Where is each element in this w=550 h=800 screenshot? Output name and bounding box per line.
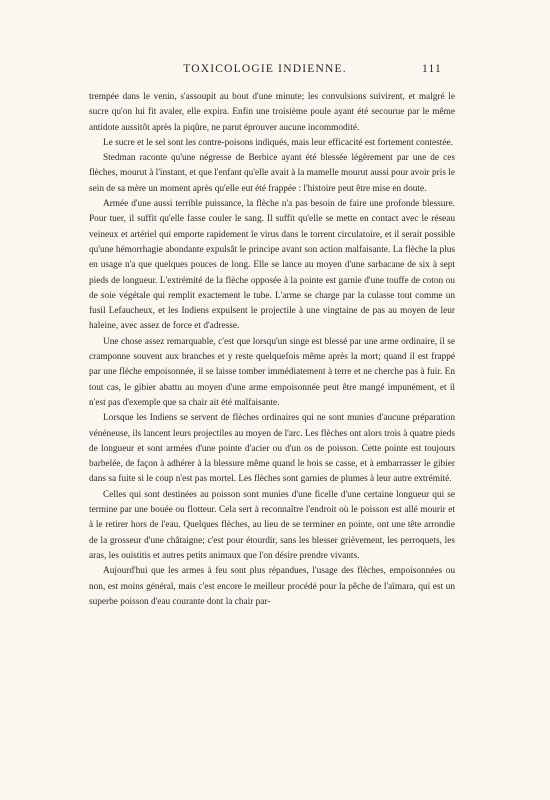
paragraph: trempée dans le venin, s'assoupit au bout d'une minute; les convulsions suivirent, et malgré le sucre qu'on lui fit avaler, elle expira. Enfin une troisième poule ayant été secourue par le même antidote aussitôt après la piqûre, ne parut éprouver aucune incommodité.: [89, 92, 455, 133]
body-text: [89, 90, 455, 610]
page-number: 111: [422, 63, 442, 75]
paragraph: Celles qui sont destinées au poisson sont munies d'une ficelle d'une certaine longueur qui se termine par une bouée ou flotteur. Cela sert à reconnaître l'endroit où le poisson est allé mourir et à le retirer hors de l'eau. Quelques flèches, au lieu de se terminer en pointe, ont une tête arrondie de la grosseur d'une châtaigne; c'est pour étourdir, sans les blesser grièvement, les perroquets, les aras, les ouistitis et autres petits animaux que l'on désire prendre vivants.: [89, 489, 455, 561]
paragraph: Une chose assez remarquable, c'est que lorsqu'un singe est blessé par une arme ordinaire, il se cramponne souvent aux branches et y reste quelquefois même après la mort; quand il est frappé par une flèche empoisonnée, il se laisse tomber immédiatement à terre et ne cherche pas à fuir. En tout cas, le gibier abattu au moyen d'une arme empoisonnée peut être mangé impunément, et il n'est pas d'exemple que sa chair ait été malfaisante.: [89, 336, 455, 408]
paragraph: Stedman raconte qu'une négresse de Berbice ayant été blessée légèrement par une de ces flèches, mourut à l'instant, et que l'enfant qu'elle avait à la mamelle mourut aussi pour avoir pris le sein de sa mère un moment après qu'elle eut été frappée : l'histoire peut être mise en doute.: [89, 153, 455, 194]
paragraph: Aujourd'hui que les armes à feu sont plus répandues, l'usage des flèches, empoisonnées ou non, est moins général, mais c'est encore le meilleur procédé pour la pêche de l'aïmara, qui est un superbe poisson d'eau courante dont la chair par-: [89, 566, 455, 607]
paragraph: Le sucre et le sel sont les contre-poisons indiqués, mais leur efficacité est fortement contestée.: [103, 137, 453, 148]
paragraph: Armée d'une aussi terrible puissance, la flèche n'a pas besoin de faire une profonde blessure. Pour tuer, il suffit qu'elle fasse couler le sang. Il suffit qu'elle se mette en contact avec le réseau veineux et artériel qui emporte rapidement le virus dans le torrent circulatoire, et il serait possible qu'une hémorrhagie abondante expulsât le principe avant son action malfaisante. La flèche la plus en usage n'a que quelques pouces de long. Elle se lance au moyen d'une sarbacane de six à sept pieds de longueur. L'extrémité de la flèche opposée à la pointe est garnie d'une touffe de coton ou de soie végétale qui remplit exactement le tube. L'arme se charge par la culasse tout comme un fusil Lefaucheux, et les Indiens expulsent le projectile à une vingtaine de pas au moyen de leur haleine, avec assez de force et d'adresse.: [89, 199, 455, 332]
running-title: TOXICOLOGIE INDIENNE.: [183, 63, 347, 75]
paragraph: Lorsque les Indiens se servent de flèches ordinaires qui ne sont munies d'aucune préparation vénéneuse, ils lancent leurs projectiles au moyen de l'arc. Les flèches ont alors trois à quatre pieds de longueur et sont armées d'une pointe d'acier ou d'un os de poisson. Cette pointe est toujours barbelée, de façon à adhérer à la blessure même quand le bois se casse, et à embarrasser le gibier dans sa fuite si le coup n'est pas mortel. Les flèches sont garnies de plumes à leur autre extrémité.: [89, 413, 455, 485]
running-header: [88, 63, 442, 77]
